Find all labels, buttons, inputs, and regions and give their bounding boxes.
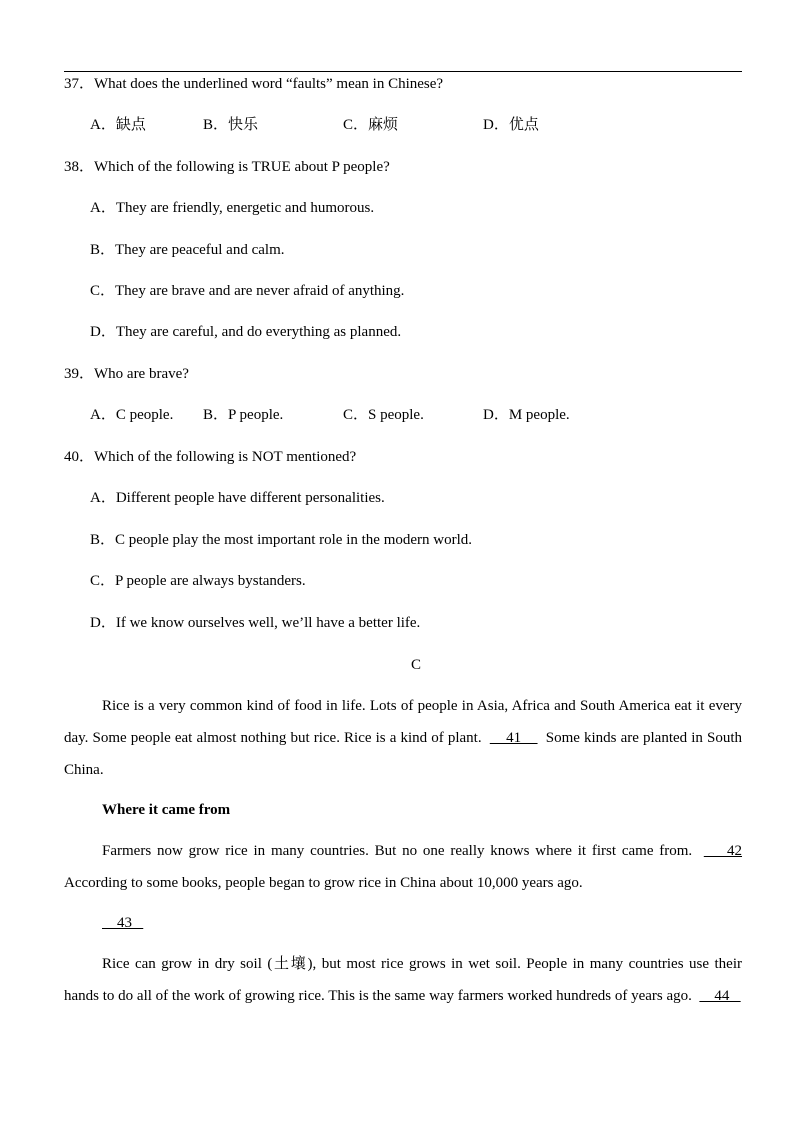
blank-41: 41 (489, 730, 538, 746)
question-39-options (90, 405, 740, 425)
option-40-a: A．Different people have different personalities. (90, 490, 385, 506)
paragraph-3-text: Rice can grow in dry soil (土壤), but most rice grows in wet soil. People in many countries use their hands to do all of the work of growing rice. This is the same way farmers worked hundreds of years ago. (64, 956, 742, 1004)
paragraph-2 (64, 835, 742, 899)
section-heading: C (410, 657, 421, 673)
option-39-d: D．M people. (483, 407, 570, 423)
option-37-d: D．优点 (483, 117, 539, 133)
option-37-a: A．缺点 (90, 117, 146, 133)
option-38-d: D．They are careful, and do everything as planned. (90, 324, 402, 340)
blank-42: 42 (703, 843, 743, 859)
option-39-b: B．P people. (203, 407, 284, 423)
option-37-c: C．麻烦 (343, 117, 399, 133)
top-rule (64, 71, 742, 72)
option-40-c: C．P people are always bystanders. (90, 573, 306, 589)
paragraph-1-text: Rice is a very common kind of food in life. Lots of people in Asia, Africa and South America eat it every day. Some people eat almost nothing but rice. Rice is a kind of plant. (64, 698, 742, 746)
paragraph-2-text: Farmers now grow rice in many countries. But no one really knows where it first came from. (102, 843, 693, 859)
option-40-d: D．If we know ourselves well, we’ll have a better life. (90, 615, 421, 631)
question-37-stem: 37．What does the underlined word “faults” mean in Chinese? (64, 76, 444, 92)
paragraph-1 (64, 690, 742, 786)
paragraph-2-end: According to some books, people began to grow rice in China about 10,000 years ago. (64, 875, 583, 891)
option-38-a: A．They are friendly, energetic and humorous. (90, 200, 375, 216)
question-40-stem: 40．Which of the following is NOT mentioned? (64, 449, 357, 465)
question-37-options (90, 115, 740, 135)
paragraph-1-end: Some kinds are planted in South China. (64, 730, 743, 778)
subheading: Where it came from (102, 802, 231, 818)
option-39-c: C．S people. (343, 407, 424, 423)
option-39-a: A．C people. (90, 407, 174, 423)
option-40-b: B．C people play the most important role in the modern world. (90, 532, 473, 548)
blank-44: 44 (699, 988, 741, 1004)
option-38-b: B．They are peaceful and calm. (90, 242, 285, 258)
question-39-stem: 39．Who are brave? (64, 366, 189, 382)
blank-43: 43 (102, 915, 144, 931)
paragraph-blank-43 (64, 907, 742, 939)
question-38-stem: 38．Which of the following is TRUE about P people? (64, 159, 390, 175)
option-37-b: B．快乐 (203, 117, 259, 133)
option-38-c: C．They are brave and are never afraid of anything. (90, 283, 405, 299)
paragraph-3 (64, 948, 742, 1012)
